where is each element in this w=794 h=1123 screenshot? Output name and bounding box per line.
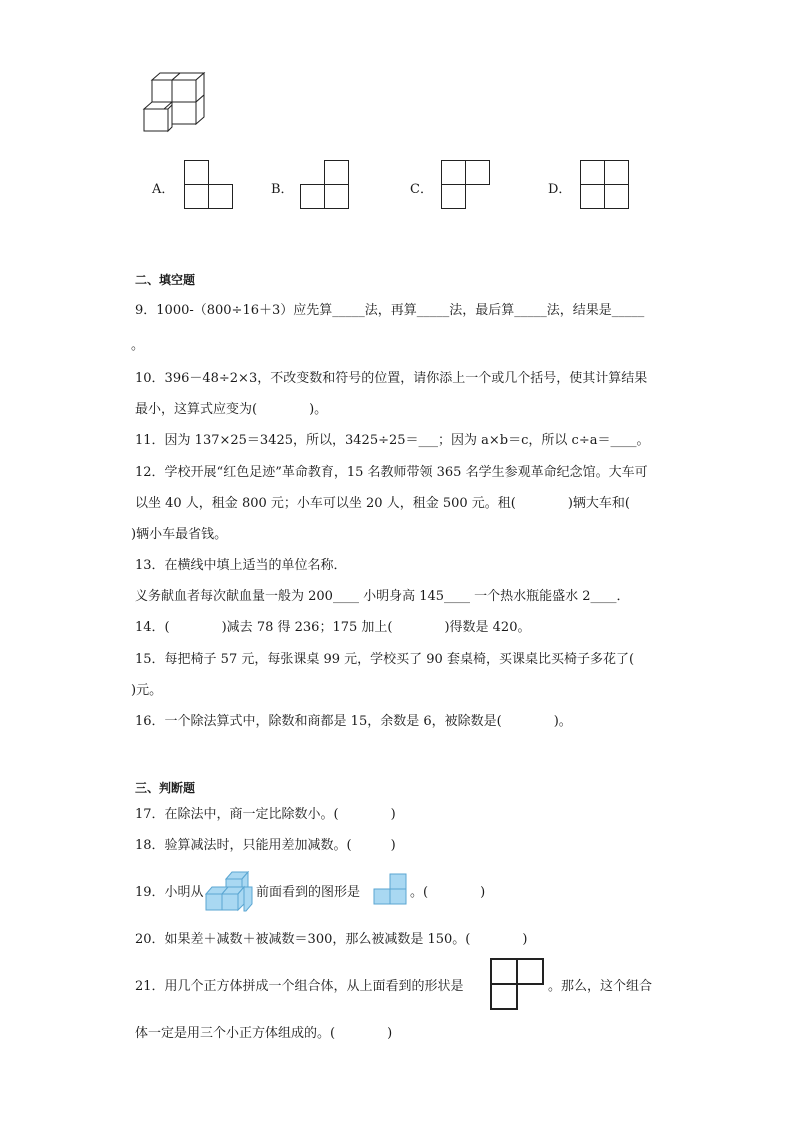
question-9-line2: 。 xyxy=(131,338,145,353)
question-13-line2: 义务献血者每次献血量一般为 200____ 小明身高 145____ 一个热水瓶能盛水 2____． xyxy=(135,589,630,604)
cube-stack-figure xyxy=(142,72,208,134)
question-9-line1: 9．1000-（800÷16＋3）应先算_____法，再算_____法，最后算_____法，结果是_____ xyxy=(135,303,645,318)
question-18: 18．验算减法时，只能用差加减数。( ) xyxy=(135,838,396,853)
option-d-label: D． xyxy=(548,182,572,197)
section-heading-true-false: 三、判断题 xyxy=(135,781,196,795)
question-21-line2: 体一定是用三个小正方体组成的。( ) xyxy=(135,1026,393,1041)
question-19-part3: 。( ) xyxy=(410,885,486,900)
question-19-part2: 前面看到的图形是 xyxy=(256,885,361,900)
question-21-part2: 。那么，这个组合 xyxy=(548,979,653,994)
question-20: 20．如果差＋减数＋被减数＝300，那么被减数是 150。( ) xyxy=(135,932,528,947)
question-16: 16．一个除法算式中，除数和商都是 15，余数是 6，被除数是( )。 xyxy=(135,714,572,729)
option-b-label: B． xyxy=(271,182,294,197)
question-21-part1: 21．用几个正方体拼成一个组合体，从上面看到的形状是 xyxy=(135,979,464,994)
option-a-label: A． xyxy=(152,182,175,197)
question-12-line2: 以坐 40 人，租金 800 元；小车可以坐 20 人，租金 500 元。租( )辆大车和( xyxy=(135,496,630,511)
blue-cube-solid-image xyxy=(204,871,254,912)
question-12-line1: 12．学校开展“红色足迹”革命教育，15 名教师带领 365 名学生参观革命纪念馆。大车可 xyxy=(135,465,648,480)
question-17: 17．在除法中，商一定比除数小。( ) xyxy=(135,807,396,822)
option-c-label: C． xyxy=(410,182,433,197)
question-14: 14．( )减去 78 得 236；175 加上( )得数是 420。 xyxy=(135,620,531,635)
question-15-line1: 15．每把椅子 57 元，每张课桌 99 元，学校买了 90 套桌椅，买课桌比买椅子多花了( xyxy=(135,652,635,667)
question-12-line3: )辆小车最省钱。 xyxy=(131,527,228,542)
question-10-line1: 10．396－48÷2×3，不改变数和符号的位置，请你添上一个或几个括号，使其计算结果 xyxy=(135,371,648,386)
question-15-line2: )元。 xyxy=(131,683,163,698)
section-heading-fill-blank: 二、填空题 xyxy=(135,273,196,287)
question-19-part1: 19．小明从 xyxy=(135,885,204,900)
question-10-line2: 最小，这算式应变为( )。 xyxy=(135,402,328,417)
blue-front-view-image xyxy=(372,873,408,905)
question-11: 11．因为 137×25＝3425，所以，3425÷25＝___；因为 a×b＝c，所以 c÷a＝____。 xyxy=(135,433,650,448)
question-13-line1: 13．在横线中填上适当的单位名称． xyxy=(135,558,347,573)
